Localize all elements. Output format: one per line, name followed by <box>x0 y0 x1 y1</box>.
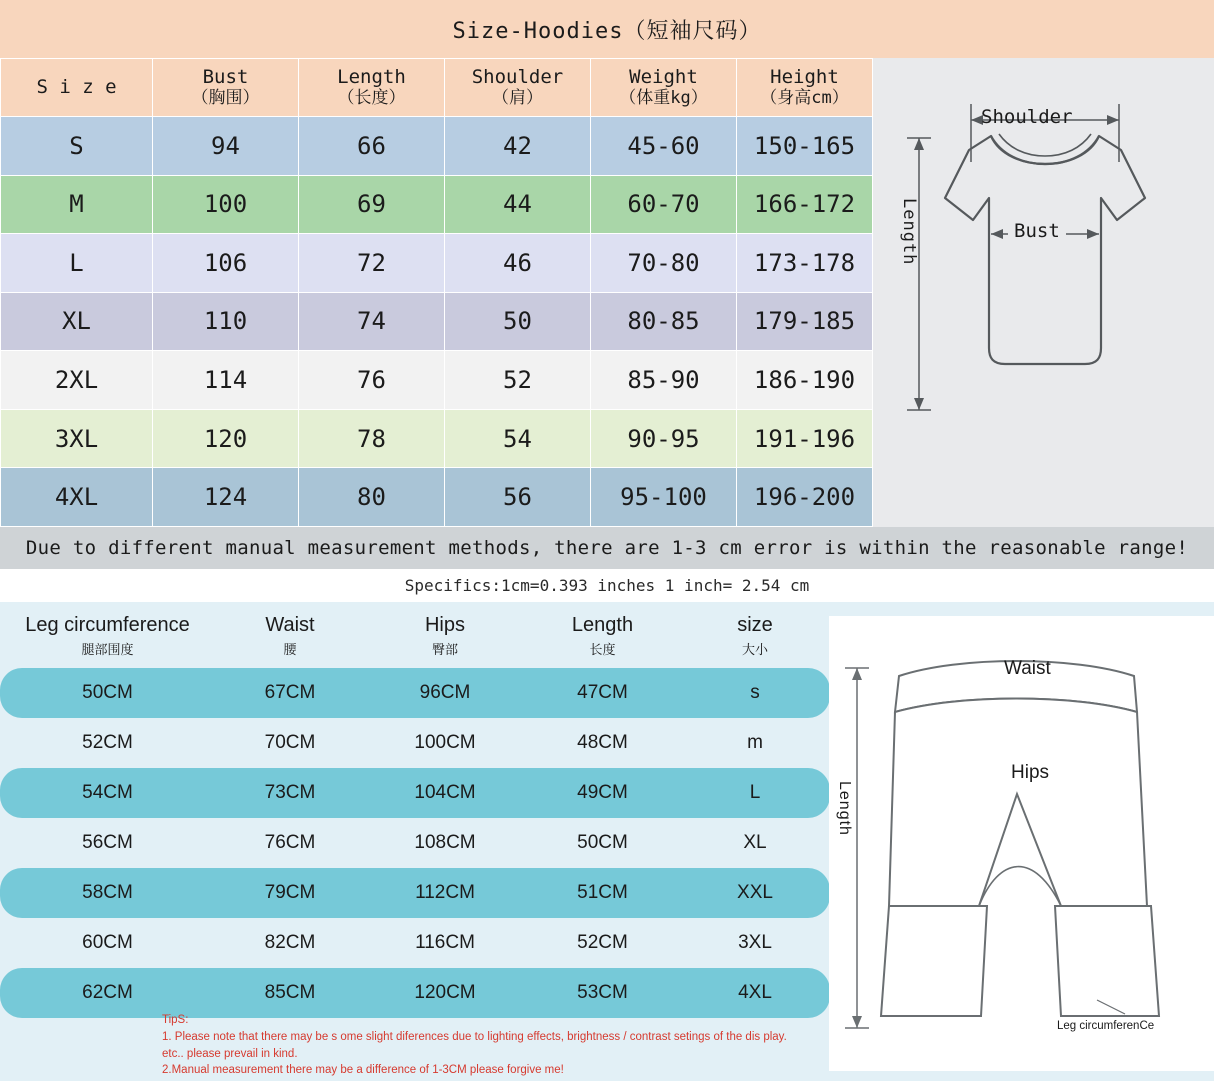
shorts-row-length: 48CM <box>577 732 628 753</box>
table-row <box>1 468 873 527</box>
shorts-col-header-length-en: Length <box>571 614 634 636</box>
row-shoulder: 52 <box>445 351 591 410</box>
row-weight: 80-85 <box>591 292 737 351</box>
row-size: 4XL <box>1 468 153 527</box>
tips-header: TipS: <box>162 1014 189 1027</box>
shorts-row-length: 53CM <box>525 968 680 1018</box>
row-weight: 90-95 <box>591 409 737 468</box>
row-bust: 106 <box>153 234 299 293</box>
shorts-row-leg: 50CM <box>0 668 215 718</box>
row-weight: 60-70 <box>591 175 737 234</box>
row-height: 191-196 <box>737 409 873 468</box>
row-length: 72 <box>299 234 445 293</box>
shorts-row-length: 49CM <box>525 768 680 818</box>
shorts-row-leg: 58CM <box>0 868 215 918</box>
shorts-row-waist: 82CM <box>264 932 316 953</box>
col-header-bust-en: Bust <box>202 65 249 88</box>
shorts-col-header-leg-en: Leg circumference <box>25 614 190 636</box>
table-header-row <box>1 59 873 117</box>
shorts-diagram <box>829 616 1214 1071</box>
row-weight: 70-80 <box>591 234 737 293</box>
shorts-row-hips: 112CM <box>365 868 525 918</box>
shorts-row-waist: 67CM <box>215 668 365 718</box>
shorts-waist-label: Waist <box>1004 658 1051 679</box>
row-size: L <box>1 234 153 293</box>
shorts-col-header-hips-en: Hips <box>424 614 465 636</box>
row-shoulder: 54 <box>445 409 591 468</box>
col-header-length <box>299 59 445 117</box>
shorts-row-leg: 56CM <box>82 832 133 853</box>
row-bust: 110 <box>153 292 299 351</box>
shorts-row-hips: 96CM <box>365 668 525 718</box>
tshirt-diagram <box>873 58 1214 527</box>
tshirt-shoulder-label: Shoulder <box>981 106 1073 128</box>
shorts-row-length: 52CM <box>577 932 628 953</box>
row-length: 69 <box>299 175 445 234</box>
hoodies-size-table <box>0 58 873 527</box>
row-length: 74 <box>299 292 445 351</box>
shorts-col-header-size <box>680 610 830 668</box>
row-shoulder: 44 <box>445 175 591 234</box>
shorts-row-leg: 52CM <box>82 732 133 753</box>
row-length: 66 <box>299 117 445 176</box>
shorts-col-header-waist-en: Waist <box>265 614 315 636</box>
shorts-table-row <box>0 668 830 718</box>
shorts-row-size: XL <box>743 832 767 853</box>
col-header-weight-en: Weight <box>629 65 698 88</box>
shorts-col-header-waist <box>215 610 365 668</box>
shorts-leg-circumference-label: Leg circumferenCe <box>1057 1020 1155 1032</box>
shorts-row-length: 47CM <box>525 668 680 718</box>
row-length: 78 <box>299 409 445 468</box>
shorts-row-size: m <box>747 732 763 753</box>
row-height: 179-185 <box>737 292 873 351</box>
col-header-size <box>1 59 153 117</box>
tshirt-length-label: Length <box>899 198 919 266</box>
row-size: XL <box>1 292 153 351</box>
tips-block <box>162 1012 822 1079</box>
shorts-row-hips: 104CM <box>365 768 525 818</box>
row-weight: 85-90 <box>591 351 737 410</box>
shorts-row-leg: 54CM <box>0 768 215 818</box>
shorts-row-leg: 60CM <box>82 932 133 953</box>
conversion-note: Specifics:1cm=0.393 inches 1 inch= 2.54 cm <box>0 569 1214 602</box>
row-shoulder: 46 <box>445 234 591 293</box>
shorts-col-header-size-en: size <box>737 614 773 636</box>
row-height: 186-190 <box>737 351 873 410</box>
row-height: 150-165 <box>737 117 873 176</box>
row-shoulder: 42 <box>445 117 591 176</box>
shorts-table-row <box>0 968 830 1018</box>
shorts-table-row <box>0 918 830 968</box>
row-size: 2XL <box>1 351 153 410</box>
shorts-row-length: 50CM <box>577 832 628 853</box>
row-length: 76 <box>299 351 445 410</box>
shorts-row-leg: 62CM <box>0 968 215 1018</box>
shorts-row-hips: 116CM <box>415 932 475 953</box>
shorts-row-waist: 79CM <box>215 868 365 918</box>
row-shoulder: 56 <box>445 468 591 527</box>
row-weight: 45-60 <box>591 117 737 176</box>
tips-line-3: 2.Manual measurement there may be a difference of 1-3CM please forgive me! <box>162 1064 564 1077</box>
row-height: 166-172 <box>737 175 873 234</box>
shorts-row-waist: 70CM <box>264 732 316 753</box>
col-header-shoulder <box>445 59 591 117</box>
col-header-length-cn: （长度） <box>337 87 406 108</box>
col-header-weight-cn: （体重kg） <box>619 87 708 108</box>
row-bust: 94 <box>153 117 299 176</box>
col-header-length-en: Length <box>337 65 406 88</box>
row-bust: 100 <box>153 175 299 234</box>
col-header-bust <box>153 59 299 117</box>
shorts-svg <box>829 616 1214 1071</box>
shorts-col-header-leg-cn: 腿部围度 <box>81 642 134 657</box>
shorts-row-size: XXL <box>680 868 830 918</box>
shorts-row-size: s <box>680 668 830 718</box>
col-header-height-cn: （身高cm） <box>760 87 849 108</box>
row-bust: 114 <box>153 351 299 410</box>
shorts-col-header-hips <box>365 610 525 668</box>
table-row <box>1 234 873 293</box>
shorts-table-row <box>0 768 830 818</box>
shorts-col-header-hips-cn: 臀部 <box>431 642 458 657</box>
shorts-row-size: L <box>680 768 830 818</box>
row-length: 80 <box>299 468 445 527</box>
hoodies-title: Size-Hoodies（短袖尺码） <box>0 0 1214 58</box>
shorts-col-header-leg <box>0 610 215 668</box>
shorts-col-header-waist-cn: 腰 <box>283 642 297 657</box>
measurement-note: Due to different manual measurement methods, there are 1-3 cm error is within the reasonable range! <box>0 527 1214 569</box>
shorts-row-length: 51CM <box>525 868 680 918</box>
shorts-row-size: 3XL <box>738 932 772 953</box>
shorts-size-table <box>0 610 830 1018</box>
shorts-col-header-size-cn: 大小 <box>741 642 768 657</box>
table-row <box>1 117 873 176</box>
shorts-section <box>0 602 1214 1081</box>
row-height: 173-178 <box>737 234 873 293</box>
row-height: 196-200 <box>737 468 873 527</box>
col-header-shoulder-cn: （肩） <box>492 87 543 108</box>
shorts-row-hips: 120CM <box>365 968 525 1018</box>
shorts-row-waist: 85CM <box>215 968 365 1018</box>
shorts-header-row <box>0 610 830 668</box>
table-row <box>1 175 873 234</box>
shorts-table-row <box>0 818 830 868</box>
table-row <box>1 351 873 410</box>
tshirt-bust-label: Bust <box>1008 220 1066 242</box>
shorts-col-header-length <box>525 610 680 668</box>
row-bust: 124 <box>153 468 299 527</box>
col-header-height-en: Height <box>770 65 839 88</box>
row-size: M <box>1 175 153 234</box>
shorts-row-hips: 100CM <box>414 732 476 753</box>
row-bust: 120 <box>153 409 299 468</box>
shorts-col-header-length-cn: 长度 <box>589 642 616 657</box>
shorts-row-waist: 73CM <box>215 768 365 818</box>
col-header-bust-cn: （胸围） <box>191 87 260 108</box>
col-header-height <box>737 59 873 117</box>
shorts-row-hips: 108CM <box>414 832 476 853</box>
row-weight: 95-100 <box>591 468 737 527</box>
row-shoulder: 50 <box>445 292 591 351</box>
shorts-table-row <box>0 718 830 768</box>
row-size: S <box>1 117 153 176</box>
shorts-row-waist: 76CM <box>264 832 316 853</box>
col-header-shoulder-en: Shoulder <box>471 65 564 88</box>
shorts-hips-label: Hips <box>1011 762 1050 783</box>
row-size: 3XL <box>1 409 153 468</box>
col-header-size-en: S i z e <box>36 75 117 98</box>
tips-line-2: etc.. please prevail in kind. <box>162 1047 298 1060</box>
tips-line-1: 1. Please note that there may be s ome slight diferences due to lighting effects, brightness / contrast setings of the dis play. <box>162 1030 787 1043</box>
col-header-weight <box>591 59 737 117</box>
shorts-length-label: Length <box>836 781 853 836</box>
shorts-row-size: 4XL <box>680 968 830 1018</box>
table-row <box>1 409 873 468</box>
table-row <box>1 292 873 351</box>
shorts-table-row <box>0 868 830 918</box>
